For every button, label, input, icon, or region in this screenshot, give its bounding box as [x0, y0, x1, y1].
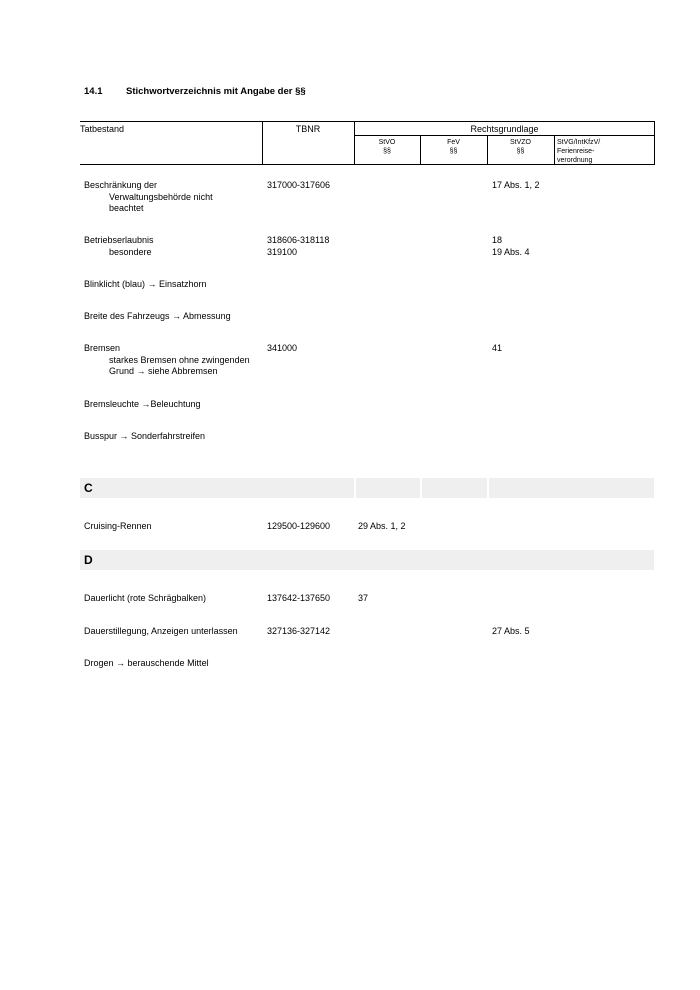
header-fev-sub: §§ [449, 148, 458, 155]
header-stvzo-label: StVZO [509, 139, 531, 146]
header-other-line3: verordnung [557, 157, 593, 164]
entry-tatbestand [84, 180, 213, 215]
entry-busspur: Busspur → Sonderfahrstreifen [84, 431, 206, 441]
header-other-line1: StVG/IntKfzV/ [557, 139, 601, 146]
stvzo-value: 18 [492, 235, 503, 245]
entry-stvzo: 41 [492, 343, 503, 353]
tbnr-value: 318606-318118 [267, 235, 330, 245]
section-header-d [80, 550, 654, 570]
entry-tbnr: 317000-317606 [267, 180, 331, 190]
stvzo-value: 19 Abs. 4 [492, 246, 530, 257]
header-stvo-label: StVO [378, 139, 396, 146]
entry-stvo: 29 Abs. 1, 2 [358, 521, 406, 531]
section-letter-d: D [84, 553, 93, 567]
entry-subline: Verwaltungsbehörde nicht [109, 191, 213, 202]
entry-stvzo [492, 235, 530, 258]
header-stvzo-sub: §§ [516, 148, 525, 155]
entry-bremsleuchte: Bremsleuchte →Beleuchtung [84, 399, 201, 409]
header-rechtsgrundlage: Rechtsgrundlage [470, 124, 539, 134]
entry-stvo: 37 [358, 593, 369, 603]
entry-tatbestand: Dauerstillegung, Anzeigen unterlassen [84, 626, 238, 636]
entry-tbnr [267, 235, 329, 258]
entry-stvzo: 27 Abs. 5 [492, 626, 530, 636]
entry-breite: Breite des Fahrzeugs → Abmessung [84, 311, 231, 321]
entry-stvzo: 17 Abs. 1, 2 [492, 180, 540, 190]
entry-tbnr: 327136-327142 [267, 626, 331, 636]
section-number: 14.1 [84, 86, 103, 97]
entry-line: Bremsen [84, 343, 121, 353]
header-stvo [354, 138, 420, 156]
header-fev [420, 138, 487, 156]
entry-subline: besondere [109, 246, 152, 257]
entry-tatbestand [84, 235, 154, 258]
header-fev-label: FeV [447, 139, 460, 146]
header-other-laws [557, 138, 600, 165]
header-tatbestand: Tatbestand [80, 124, 125, 134]
entry-subline: starkes Bremsen ohne zwingenden [109, 354, 250, 365]
entry-tbnr: 341000 [267, 343, 298, 353]
entry-drogen: Drogen → berauschende Mittel [84, 658, 209, 668]
header-stvzo [487, 138, 554, 156]
entry-tatbestand [84, 343, 250, 378]
tbnr-value: 319100 [267, 246, 298, 257]
entry-blinklicht: Blinklicht (blau) → Einsatzhorn [84, 279, 207, 289]
entry-line: Beschränkung der [84, 180, 158, 190]
header-other-line2: Ferienreise- [557, 148, 595, 155]
section-header-c [80, 478, 654, 498]
header-stvo-sub: §§ [383, 148, 391, 155]
section-letter-c: C [84, 481, 93, 495]
entry-tatbestand: Cruising-Rennen [84, 521, 152, 531]
entry-tbnr: 137642-137650 [267, 593, 331, 603]
page-title: Stichwortverzeichnis mit Angabe der §§ [126, 86, 306, 97]
header-tbnr: TBNR [295, 124, 321, 134]
entry-tatbestand: Dauerlicht (rote Schrägbalken) [84, 593, 207, 603]
entry-line: Betriebserlaubnis [84, 235, 154, 245]
entry-tbnr: 129500-129600 [267, 521, 331, 531]
entry-subline: Grund → siehe Abbremsen [109, 366, 218, 376]
entry-subline: beachtet [109, 203, 144, 213]
